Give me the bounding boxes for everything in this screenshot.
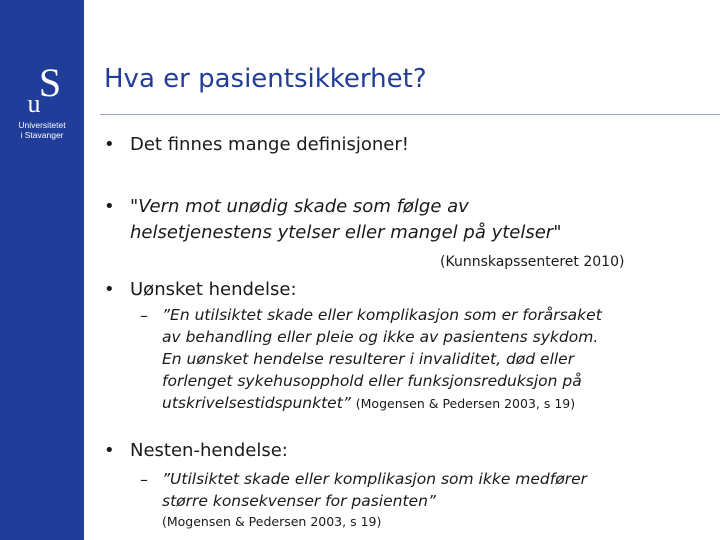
quote-line: større konsekvenser for pasienten” [162,492,436,510]
quote-line: En uønsket hendelse resulterer i invaliditet, død eller [162,350,575,368]
bullet-dot: • [104,279,115,300]
bullet-2-line-2: helsetjenestens ytelser eller mangel på ytelser" [130,222,562,243]
quote-line: forlenget sykehusopphold eller funksjonsreduksjon på [162,372,582,390]
quote-line: ”Utilsiktet skade eller komplikasjon som ikke medfører [162,470,587,488]
sidebar [0,0,84,540]
bullet-dot: • [104,196,115,217]
bullet-4-quote [162,468,707,512]
svg-text:S: S [38,62,62,105]
bullet-4: Nesten-hendelse: [130,440,288,461]
bullet-1: Det finnes mange definisjoner! [130,134,409,155]
svg-text:u: u [27,89,41,118]
uis-logo-icon [12,62,72,118]
quote-end: utskrivelsestidspunktet” [162,394,351,412]
bullet-4-source: (Mogensen & Pedersen 2003, s 19) [162,514,382,529]
sub-dash: – [140,470,148,489]
page-title: Hva er pasientsikkerhet? [104,64,427,94]
sub-dash: – [140,306,148,325]
bullet-2-source: (Kunnskapssenteret 2010) [440,254,625,270]
logo-line-2: i Stavanger [20,130,64,140]
title-divider [100,114,720,115]
bullet-3-source: (Mogensen & Pedersen 2003, s 19) [355,396,576,411]
logo-line-1: Universitetet [18,120,66,130]
quote-line: ”En utilsiktet skade eller komplikasjon som er forårsaket [162,306,602,324]
bullet-3: Uønsket hendelse: [130,279,297,300]
quote-line [162,392,707,415]
quote-line: av behandling eller pleie og ikke av pasientens sykdom. [162,328,599,346]
bullet-dot: • [104,134,115,155]
university-logo [0,62,84,140]
bullet-2-line-1: "Vern mot unødig skade som følge av [130,196,469,217]
bullet-3-quote [162,304,707,415]
bullet-dot: • [104,440,115,461]
